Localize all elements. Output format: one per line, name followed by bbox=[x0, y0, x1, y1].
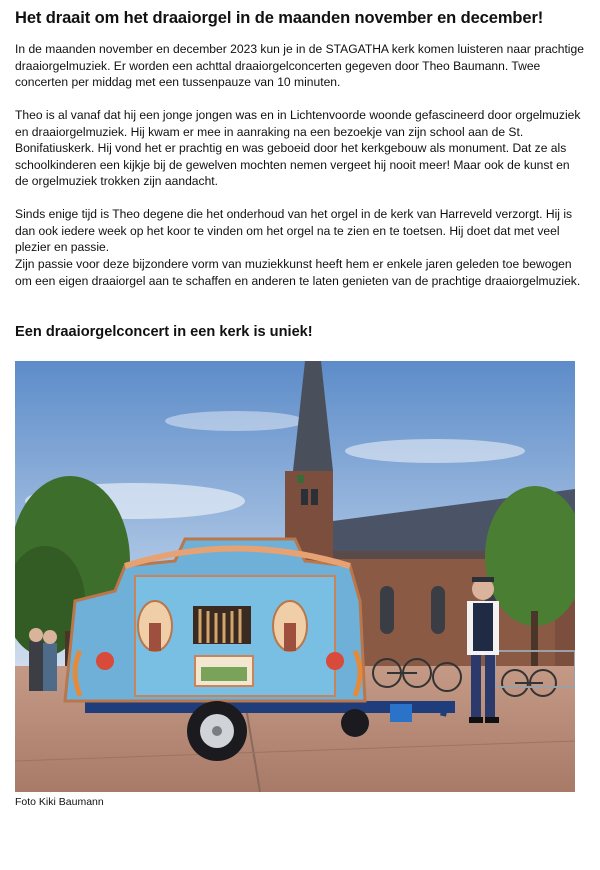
street-organ-photo bbox=[15, 361, 575, 792]
section-subtitle: Een draaiorgelconcert in een kerk is uniek! bbox=[15, 324, 313, 340]
photo-caption: Foto Kiki Baumann bbox=[15, 796, 104, 808]
paragraph-maintenance: Sinds enige tijd is Theo degene die het onderhoud van het orgel in de kerk van Harreveld verzorgt. Hij is dan ook iedere week op het koor te vinden om het orgel na te zien en te toetsen. Hij doet dat met veel plezier en passie. bbox=[15, 207, 573, 255]
paragraph-history: Theo is al vanaf dat hij een jonge jongen was en in Lichtenvoorde woonde gefascineerd door orgelmuziek en draaiorgelmuziek. Hij kwam er mee in aanraking na een bezoekje van zijn school aan de St. Bonifatiuskerk. Hij vond het er prachtig en was geboeid door het kerkgebouw als monument. Dat ze als schoolkinderen een kijkje bij de gewelven mochten nemen vergeet hij nooit meer! Maar ook de kunst en de orgelmuziek trokken zijn aandacht. bbox=[15, 108, 581, 189]
paragraph-intro: In de maanden november en december 2023 kun je in de STAGATHA kerk komen luisteren naar prachtige draaiorgelmuziek. Er worden een achttal draaiorgelconcerten gegeven door Theo Baumann. Twee concerten per middag met een tussenpauze van 10 minuten. bbox=[15, 42, 584, 90]
page-title: Het draait om het draaiorgel in de maanden november en december! bbox=[15, 9, 544, 27]
paragraph-passion: Zijn passie voor deze bijzondere vorm van muziekkunst heeft hem er enkele jaren geleden toe bewogen om een eigen draaiorgel aan te schaffen en anderen te laten genieten van de prachtige draaiorgelmuziek. bbox=[15, 257, 581, 288]
